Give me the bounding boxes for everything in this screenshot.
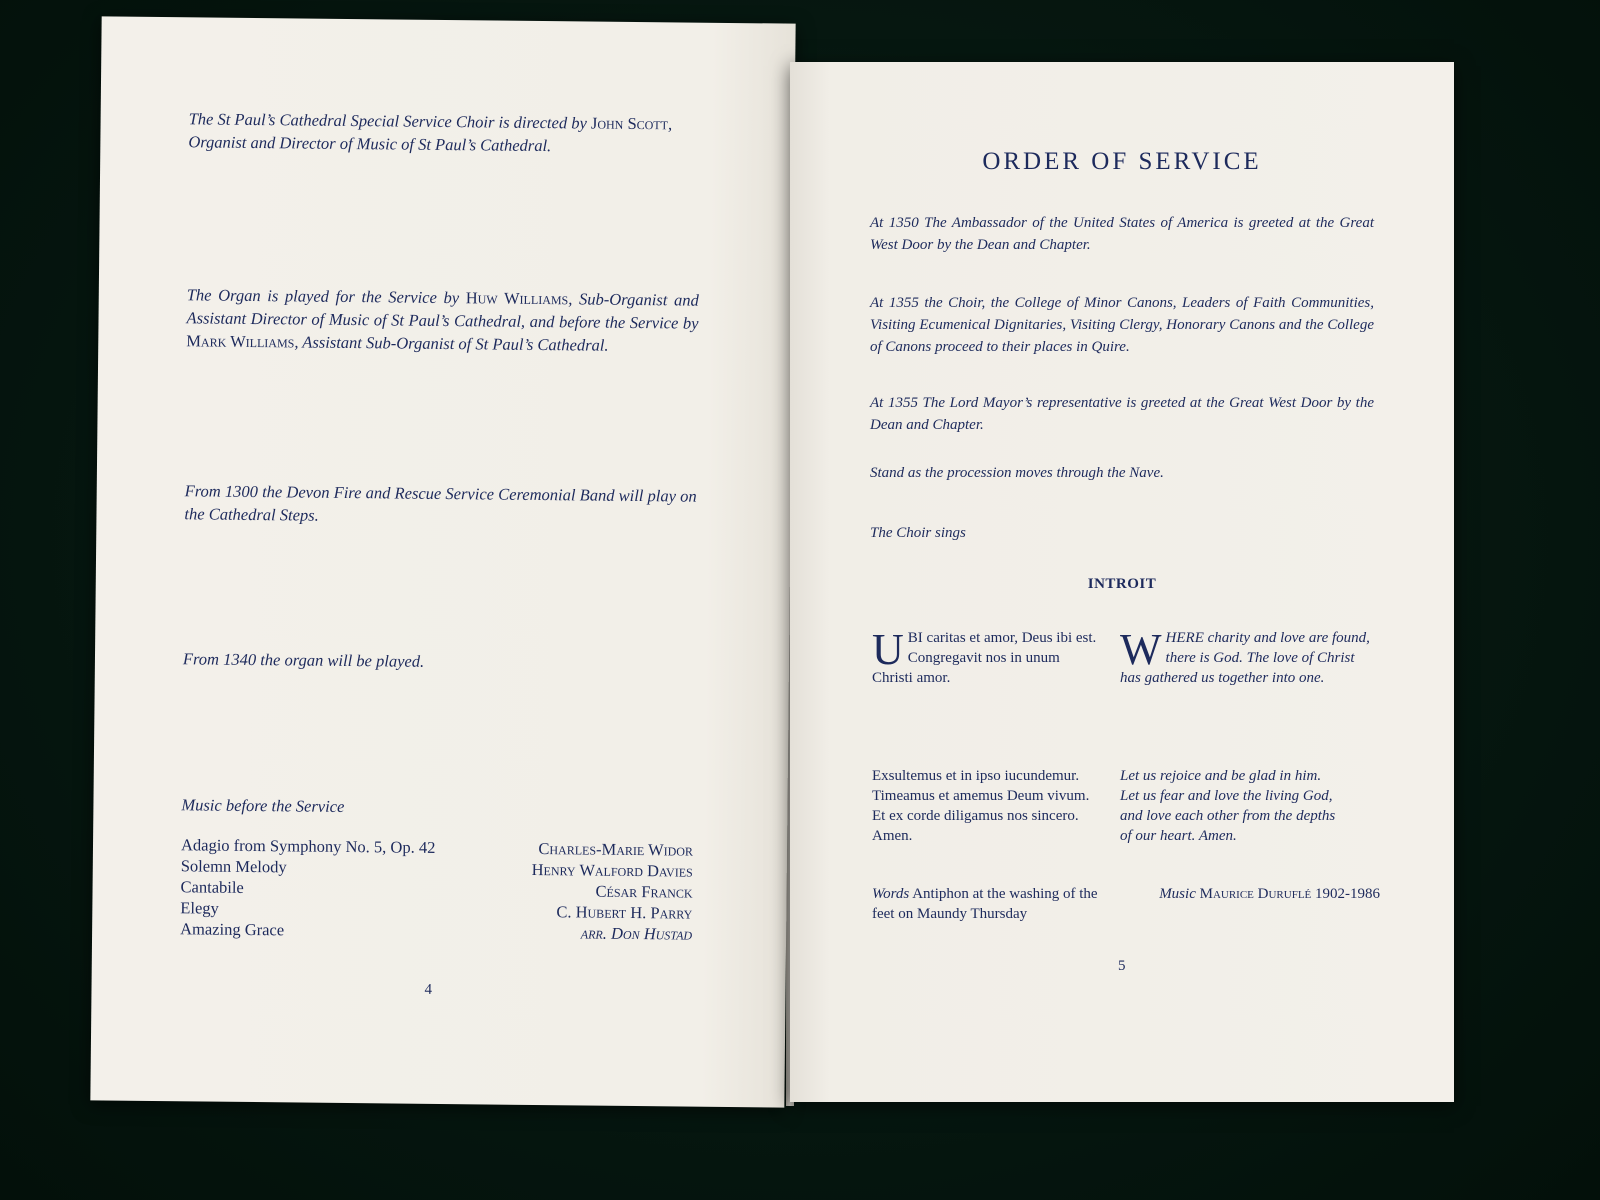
page-number: 4 (424, 981, 433, 998)
introit-latin-verse-2: Exsultemus et in ipso iucundemur. Timeamus et amemus Deum vivum. Et ex corde diligamus nos sincero. Amen. (872, 768, 1090, 844)
organist-name: Huw Williams (465, 288, 569, 309)
dropcap-letter: W (1120, 625, 1162, 674)
right-page (790, 62, 1454, 1102)
choir-director-name: John Scott (590, 113, 669, 134)
composer-name: César Franck (595, 881, 693, 902)
music-credit: Music Maurice Duruflé 1902-1986 (1159, 886, 1380, 902)
organ-time-note: From 1340 the organ will be played. (182, 649, 425, 671)
page-number: 5 (1118, 958, 1126, 974)
music-before-service-heading: Music before the Service (181, 795, 345, 816)
band-note: From 1300 the Devon Fire and Rescue Service Ceremonial Band will play on the Cathedral Steps. (184, 481, 697, 525)
introit-heading: INTROIT (1087, 576, 1157, 592)
introit-english-verse-2: Let us rejoice and be glad in him. Let us fear and love the living God, and love each other from the depths of our heart. Amen. (1120, 768, 1336, 844)
assistant-organist-name: Mark Williams (186, 331, 295, 352)
dropcap-letter: U (872, 625, 904, 674)
composer-name: C. Hubert H. Parry (556, 902, 693, 923)
left-page (90, 16, 795, 1107)
composer-name: Henry Walford Davies (531, 859, 693, 881)
rubric-choir-sings: The Choir sings (870, 525, 966, 541)
composer-name: arr. Don Hustad (580, 923, 693, 944)
music-list-item (180, 919, 692, 945)
introit-english-verse-1: WHERE charity and love are found, there is God. The love of Christ has gathered us together into one. (1120, 625, 1370, 686)
composer-name: Charles-Marie Widor (538, 839, 694, 860)
piece-title: Cantabile (180, 877, 244, 897)
organist-note: The Organ is played for the Service by Huw Williams, Sub-Organist and Assistant Director of Music of St Paul’s Cathedral, and before the Service by Mark Williams, Assistant Sub-Organist of St Paul’s Cathedral. (186, 285, 699, 355)
piece-title: Solemn Melody (180, 856, 287, 877)
rubric-stand: Stand as the procession moves through the Nave. (870, 465, 1164, 481)
service-item: At 1355 the Choir, the College of Minor Canons, Leaders of Faith Communities, Visiting Ecumenical Dignitaries, Visiting Clergy, Honorary Canons and the College of Canons proceed to their places in Quire. (870, 295, 1374, 355)
words-credit: Words Antiphon at the washing of the feet on Maundy Thursday (872, 886, 1098, 922)
service-item: At 1350 The Ambassador of the United States of America is greeted at the Great West Door by the Dean and Chapter. (870, 215, 1374, 253)
service-item: At 1355 The Lord Mayor’s representative is greeted at the Great West Door by the Dean and Chapter. (870, 395, 1374, 433)
page-title: ORDER OF SERVICE (982, 148, 1262, 175)
piece-title: Amazing Grace (180, 919, 285, 940)
piece-title: Adagio from Symphony No. 5, Op. 42 (180, 835, 436, 857)
piece-title: Elegy (180, 898, 219, 918)
choir-director-note: The St Paul’s Cathedral Special Service Choir is directed by John Scott, Organist and Director of Music of St Paul’s Cathedral. (188, 109, 673, 156)
introit-latin-verse-1: UBI caritas et amor, Deus ibi est. Congregavit nos in unum Christi amor. (872, 625, 1097, 686)
